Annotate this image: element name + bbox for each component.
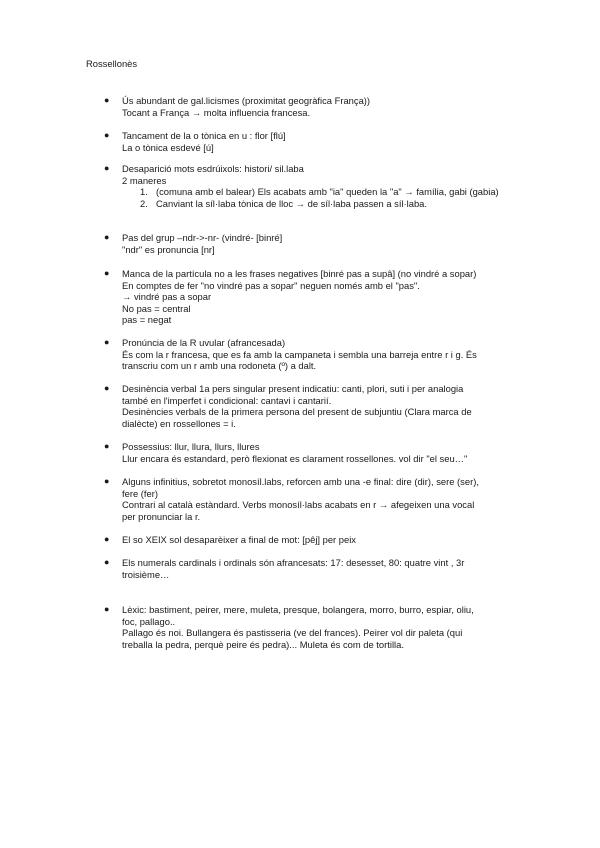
text-line: Desaparició mots esdrúixols: histori/ sil.laba — [122, 163, 304, 174]
list-item-body — [122, 232, 517, 255]
text-line: pas = negat — [122, 314, 172, 326]
text-line: Manca de la partícula no a les frases negatives [binré pas a supâ] (no vindré a sopar) — [122, 268, 477, 279]
text-line: Desinències verbals de la primera persona del present de subjuntiu (Clara marca de — [122, 406, 472, 418]
text-line: foc, pallago.. — [122, 615, 176, 627]
bullet-icon: ● — [104, 534, 110, 544]
bullet-icon: ● — [104, 95, 110, 105]
bullet-icon: ● — [104, 232, 110, 242]
text-line: Tancament de la o tònica en u : flor [flú] — [122, 130, 286, 141]
text-line: Pas del grup –ndr->-nr- (vindré- [binré] — [122, 232, 283, 243]
bullet-icon: ● — [104, 130, 110, 140]
subitem-number: 1. — [140, 186, 148, 198]
list-item-body — [122, 604, 517, 650]
numbered-subitem — [140, 198, 517, 210]
text-line: Tocant a França → molta influencia francesa. — [122, 106, 311, 118]
text-line: "ndr" es pronuncia [nr] — [122, 243, 215, 255]
list-item-body — [122, 95, 517, 118]
bullet-icon: ● — [104, 476, 110, 486]
list-item-body — [122, 163, 517, 209]
subitem-text: (comuna amb el balear) Els acabats amb "ia" queden la "a" → família, gabi (gabia) — [156, 186, 499, 198]
text-line: La o tònica esdevé [ú] — [122, 141, 214, 153]
bullet-icon: ● — [104, 441, 110, 451]
text-line: → vindré pas a sopar — [122, 291, 212, 303]
text-line: fere (fer) — [122, 487, 158, 499]
text-line: Ús abundant de gal.licismes (proximitat geogràfica França)) — [122, 95, 371, 106]
text-line: Els numerals cardinals i ordinals són afrancesats: 17: desesset, 80: quatre vint , 3r — [122, 557, 465, 568]
text-line: Alguns infinitius, sobretot monosíl.labs, reforcen amb una -e final: dire (dir), sere (ser), — [122, 476, 479, 487]
bullet-icon: ● — [104, 383, 110, 393]
text-line: El so XEIX sol desaparèixer a final de mot: [pêj] per peix — [122, 534, 356, 545]
text-line: per pronunciar la r. — [122, 510, 201, 522]
subitem-number: 2. — [140, 197, 148, 209]
list-item-body — [122, 130, 517, 153]
text-line: 2 maneres — [122, 174, 167, 186]
text-line: Llur encara és estandard, però flexionat es clarament rossellones. vol dir "el seu…" — [122, 452, 468, 464]
bullet-icon: ● — [104, 163, 110, 173]
list-item-body — [122, 268, 517, 326]
text-line: Possessius: llur, llura, llurs, llures — [122, 441, 260, 452]
list-item-body — [122, 337, 517, 372]
document-title: Rossellonès — [86, 58, 138, 69]
text-line: No pas = central — [122, 302, 191, 314]
list-item-body — [122, 441, 517, 464]
text-line: Lèxic: bastiment, peirer, mere, muleta, presque, bolangera, morro, burro, espiar, oliu, — [122, 604, 474, 615]
bullet-icon: ● — [104, 268, 110, 278]
list-item-body — [122, 476, 517, 522]
text-line: Pronúncia de la R uvular (afrancesada) — [122, 337, 286, 348]
text-line: És com la r francesa, que es fa amb la campaneta i sembla una barreja entre r i g. És — [122, 348, 477, 360]
text-line: treballa la pedra, perquè peire és pedra)... Muleta és com de tortilla. — [122, 638, 404, 650]
numbered-subitem — [140, 186, 517, 198]
list-item-body — [122, 557, 517, 580]
text-line: dialècte) en rossellones = i. — [122, 417, 236, 429]
bullet-icon: ● — [104, 604, 110, 614]
list-item-body — [122, 383, 517, 429]
list-item-body — [122, 534, 517, 546]
text-line: Pallago és noi. Bullangera és pastisseria (ve del frances). Peirer vol dir paleta (qui — [122, 627, 463, 639]
text-line: troisième… — [122, 568, 170, 580]
text-line: Desinència verbal 1a pers singular present indicatiu: canti, plori, suti i per analogia — [122, 383, 464, 394]
subitem-text: Canviant la síl·laba tònica de lloc → de síl·laba passen a síl·laba. — [156, 197, 427, 209]
bullet-icon: ● — [104, 557, 110, 567]
text-line: En comptes de fer "no vindré pas a sopar" neguen només amb el "pas". — [122, 279, 420, 291]
text-line: transcriu com un r amb una rodoneta (º) a dalt. — [122, 360, 317, 372]
bullet-icon: ● — [104, 337, 110, 347]
text-line: també en l'imperfet i condicional: cantavi i cantarií. — [122, 394, 332, 406]
text-line: Contrari al català estàndard. Verbs monosíl·labs acabats en r → afegeixen una vocal — [122, 499, 475, 511]
